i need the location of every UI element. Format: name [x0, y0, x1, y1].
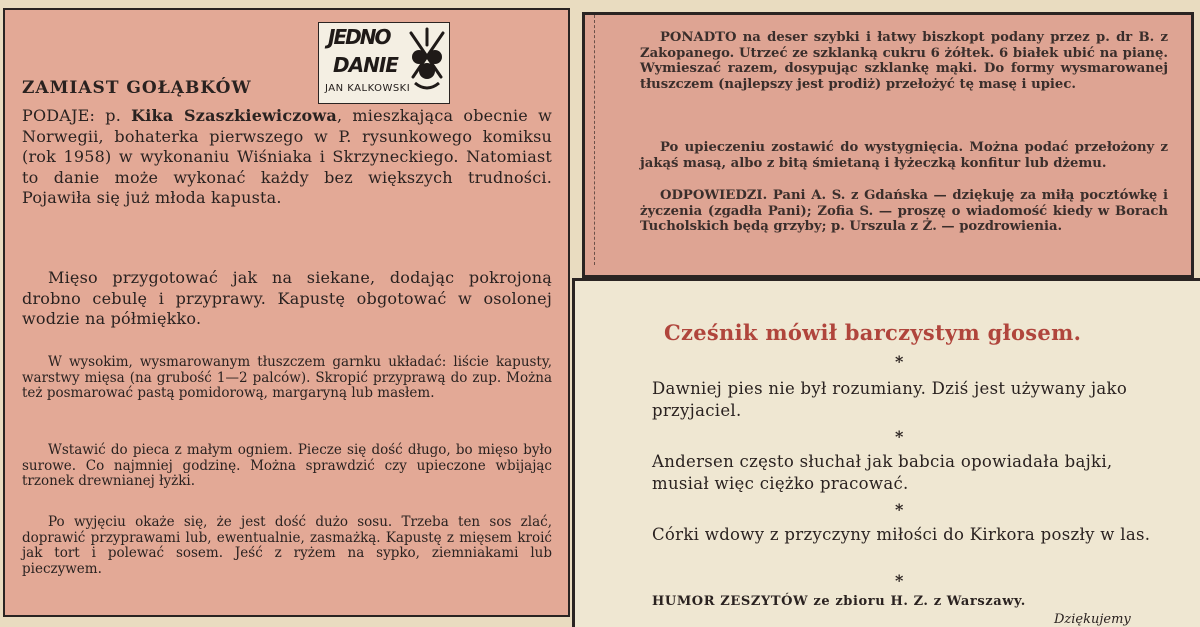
- answers-paragraph: [640, 188, 1168, 235]
- intro-text: , mieszkająca obecnie w Norwegii, bohaterka pierwszego w P. rysunkowego komiksu (rok 1958) w wykonaniu Wiśniaka i Skrzyneckiego. Natomiast to danie może wykonać każdy bez większych trudności. Pojawiła się już młoda kapusta.: [22, 106, 552, 207]
- paper-fold-line: [594, 15, 596, 265]
- recipe-paragraph-2: Mięso przygotować jak na siekane, dodając pokrojoną drobno cebulę i przyprawy. Kapustę obgotować w osolonej wodzie na półmiękko.: [22, 268, 552, 328]
- humor-footer-label: HUMOR ZESZYTÓW: [652, 594, 809, 609]
- dessert-cake: biszkopt: [922, 30, 985, 45]
- answers-label: ODPOWIEDZI.: [660, 188, 768, 203]
- dessert-lead: PONADTO: [660, 30, 737, 45]
- separator-star: *: [895, 500, 904, 519]
- recipe-paragraph-4: Wstawić do pieca z małym ogniem. Piecze się dość długo, bo mięso było surowe. Co najmniej godzinę. Można sprawdzić czy upieczone wbijając trzonek drewnianej łyżki.: [22, 442, 552, 490]
- dessert-paragraph-2: Po upieczeniu zostawić do wystygnięcia. Można podać przełożony z jakąś masą, albo z bitą śmietaną i łyżeczką konfitur lub dżemu.: [640, 140, 1168, 171]
- humor-footer-author: H. Z.: [890, 594, 929, 609]
- humor-thanks: Dziękujemy: [1054, 612, 1131, 627]
- humor-item: Dawniej pies nie był rozumiany. Dziś jest używany jako przyjaciel.: [652, 379, 1128, 420]
- recipe-intro: [22, 106, 552, 209]
- humor-title: Cześnik mówił barczystym głosem.: [664, 320, 1082, 345]
- answers-text: Pani A. S. z Gdańska — dziękuję za miłą pocztówkę i życzenia (zgadła Pani); Zofia S. — proszę o wiadomość kiedy w Borach Tucholskich będą grzyby; p. Urszula z Ż. — pozdrowienia.: [640, 188, 1168, 235]
- recipe-title: ZAMIAST GOŁĄBKÓW: [22, 78, 252, 98]
- separator-star: *: [895, 427, 904, 446]
- humor-footer: [652, 594, 1026, 609]
- dessert-text-e: Utrzeć ze szklanką cukru 6 żółtek. 6 białek ubić na pianę. Wymieszać razem, dosypując szklankę mąki. Do formy wysmarowanej tłuszczem (najlepszy jest prodiż) przełożyć tę masę i upiec.: [640, 45, 1168, 92]
- humor-footer-mid: ze zbioru: [808, 594, 891, 609]
- humor-item: Córki wdowy z przyczyny miłości do Kirkora poszły w las.: [652, 525, 1151, 544]
- logo-line2: DANIE: [333, 53, 398, 77]
- logo-author: JAN KALKOWSKI: [325, 83, 411, 94]
- humor-footer-post: z Warszawy.: [928, 594, 1026, 609]
- humor-item: Andersen często słuchał jak babcia opowiadała bajki, musiał więc ciężko pracować.: [652, 452, 1113, 493]
- author-name: Kika Szaszkiewiczowa: [131, 106, 337, 125]
- intro-pre: p.: [95, 106, 132, 125]
- kitchen-utensils-icon: [405, 27, 449, 97]
- column-logo: [318, 22, 450, 104]
- logo-line1: JEDNO: [328, 25, 390, 49]
- recipe-paragraph-3: W wysokim, wysmarowanym tłuszczem garnku układać: liście kapusty, warstwy mięsa (na grubość 1—2 palców). Skropić przyprawą do zup. Można też posmarować pastą pomidorową, margaryną lub masłem.: [22, 354, 552, 402]
- dessert-text-a: na deser szybki i łatwy: [736, 30, 923, 45]
- dessert-city: Zakopanego.: [640, 45, 735, 61]
- separator-star: *: [895, 352, 904, 371]
- dessert-paragraph-1: [640, 30, 1168, 92]
- separator-star: *: [895, 571, 904, 590]
- recipe-paragraph-5: Po wyjęciu okaże się, że jest dość dużo sosu. Trzeba ten sos zlać, doprawić przyprawami lub, ewentualnie, zasmażką. Kapustę z mięsem kroić jak tort i polewać sosem. Jeść z ryżem na sypko, ziemniakami lub pieczywem.: [22, 514, 552, 577]
- dessert-text-c: podany przez p. dr B. z: [984, 30, 1169, 45]
- intro-label: PODAJE:: [22, 106, 96, 125]
